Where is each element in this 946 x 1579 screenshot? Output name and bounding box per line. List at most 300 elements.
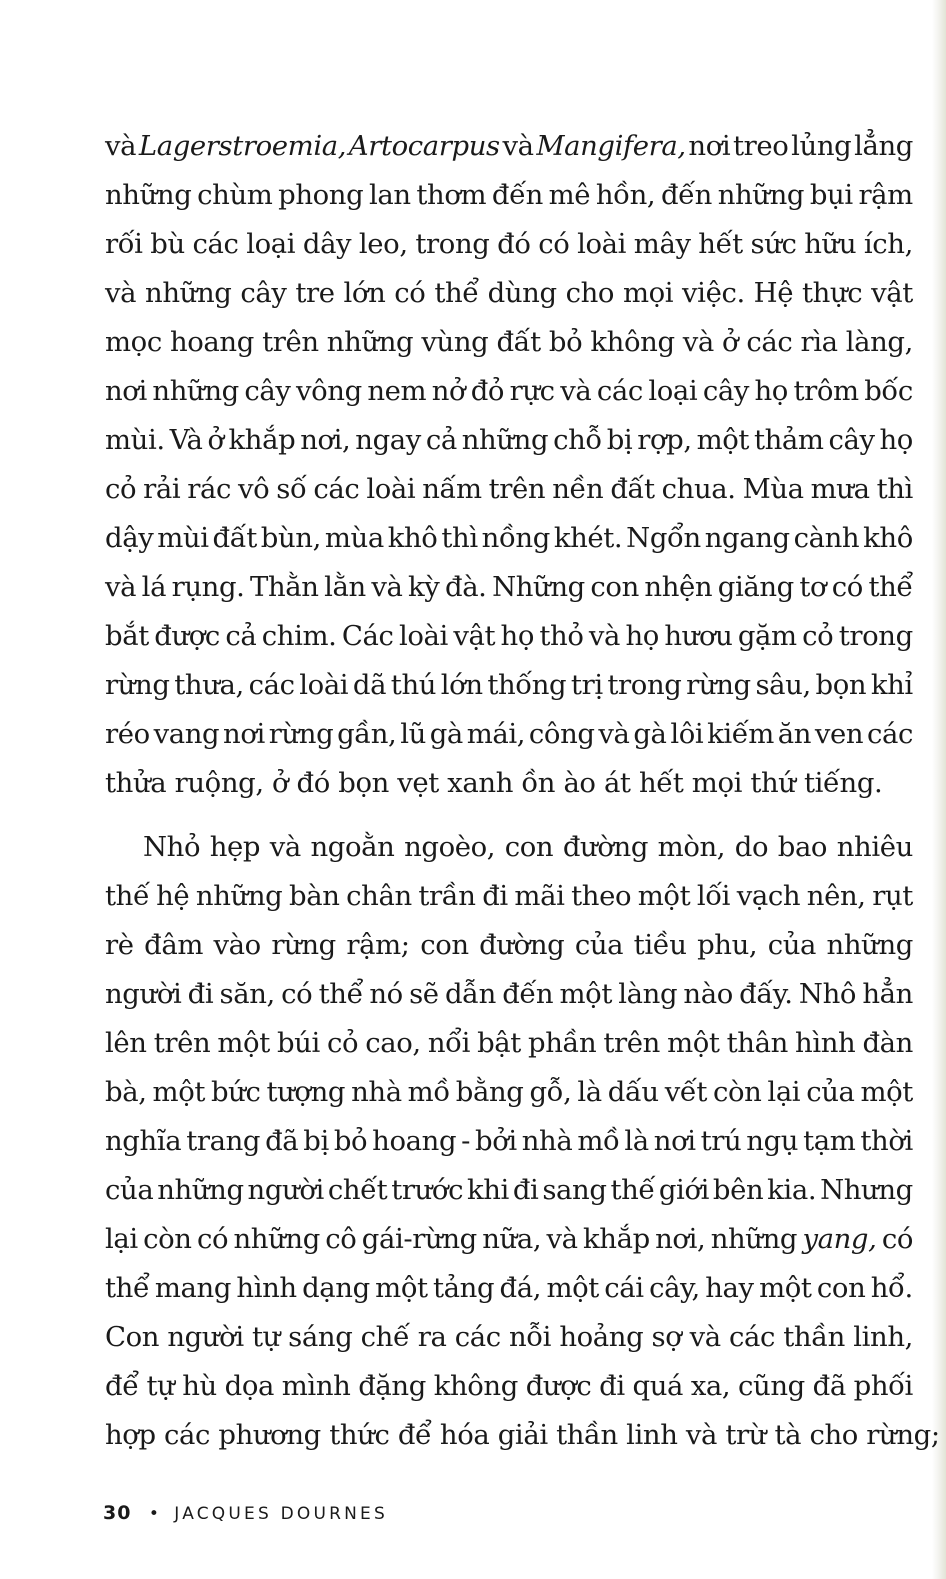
word: những	[717, 179, 805, 211]
text-line	[105, 122, 913, 171]
word: vết	[664, 1076, 707, 1108]
word: trên	[488, 473, 546, 505]
word: và	[269, 831, 301, 863]
word: những	[461, 424, 549, 456]
word: mọi	[691, 767, 751, 799]
word: ở	[722, 326, 739, 358]
word: con	[420, 929, 469, 961]
text-line	[105, 1313, 913, 1362]
word: thửa	[105, 767, 175, 799]
word: mùa	[324, 522, 384, 554]
word: át	[603, 767, 639, 799]
word: bọn	[815, 669, 867, 701]
word: ở	[207, 424, 224, 456]
word: có	[538, 228, 570, 260]
word: do	[734, 831, 769, 863]
word: hóa	[439, 1419, 498, 1451]
word: vô	[237, 473, 270, 505]
text-line	[105, 1411, 940, 1460]
text-line	[105, 1215, 913, 1264]
word: rừng	[268, 718, 334, 750]
word: hay	[705, 1272, 754, 1304]
word: dọa	[224, 1370, 274, 1402]
word: họ	[625, 620, 659, 652]
word: sẽ	[409, 978, 439, 1010]
word: hợp	[105, 1419, 165, 1451]
word: và	[588, 620, 621, 652]
word: nỗi	[508, 1321, 552, 1353]
word: có	[196, 1223, 229, 1255]
word: ngụ	[746, 1125, 799, 1157]
word: thần	[783, 1321, 845, 1353]
word: các	[192, 228, 239, 260]
word: mọi	[622, 277, 674, 309]
word: các	[313, 473, 360, 505]
word: mái,	[466, 718, 526, 750]
word: mê	[548, 179, 591, 211]
paragraph	[105, 823, 940, 1460]
word: các	[729, 1321, 776, 1353]
word: ăn	[777, 718, 812, 750]
word: trong	[838, 620, 913, 652]
word: phu,	[697, 929, 758, 961]
word: rừng;	[866, 1419, 940, 1451]
word: bị	[606, 424, 633, 456]
word: Nhô	[798, 978, 857, 1010]
word: khi	[466, 1174, 509, 1206]
word: bên	[712, 1174, 764, 1206]
word: gái-rừng	[361, 1223, 477, 1255]
word: khắp	[228, 424, 296, 456]
word: mãi	[514, 880, 565, 912]
word: chân	[346, 880, 412, 912]
word: và	[598, 718, 630, 750]
word: hết	[638, 767, 692, 799]
word: hoang	[169, 326, 254, 358]
word: lại	[105, 1223, 138, 1255]
word: cô	[325, 1223, 357, 1255]
word: nó	[369, 978, 403, 1010]
word: thứ	[750, 767, 804, 799]
word: thể	[434, 277, 479, 309]
italic-word: Lagerstroemia,	[138, 130, 347, 162]
word: trị	[570, 669, 603, 701]
word: công	[528, 718, 595, 750]
text-line	[105, 759, 913, 808]
word: loại	[648, 375, 698, 407]
word: một	[759, 1272, 812, 1304]
word: thế	[105, 880, 150, 912]
word: sợ	[651, 1321, 682, 1353]
word: mòn,	[657, 831, 726, 863]
word: tượng	[266, 1076, 346, 1108]
word: réo	[105, 718, 150, 750]
word: và	[371, 571, 403, 603]
word: trôm	[793, 375, 859, 407]
word: phần	[528, 1027, 597, 1059]
word: đất	[212, 522, 257, 554]
word: lũ	[400, 718, 426, 750]
word: loài	[366, 473, 416, 505]
word: nở	[431, 375, 466, 407]
word: và	[546, 1223, 578, 1255]
word: của	[767, 929, 817, 961]
word: trên	[262, 326, 319, 358]
footer-separator: •	[148, 1504, 159, 1524]
text-line	[105, 269, 913, 318]
word: lủng	[791, 130, 852, 162]
word: nồng	[481, 522, 550, 554]
word: được	[154, 620, 220, 652]
word: nào	[683, 978, 733, 1010]
word: thể	[318, 978, 364, 1010]
word: gặm	[737, 620, 797, 652]
word: việc.	[682, 277, 745, 309]
word: loài	[398, 620, 448, 652]
word: thể	[868, 571, 913, 603]
word: ào	[563, 767, 604, 799]
word: hẹp	[209, 831, 261, 863]
word: đó	[296, 767, 339, 799]
word: phương	[218, 1419, 330, 1451]
word: mưa	[810, 473, 870, 505]
word: -	[461, 1125, 471, 1157]
word: những	[233, 1223, 320, 1255]
word: mùi	[157, 522, 209, 554]
word: đá,	[499, 1272, 542, 1304]
word: một	[546, 1272, 599, 1304]
word: nấm	[422, 473, 482, 505]
word: nơi	[223, 718, 265, 750]
word: dẫn	[444, 978, 496, 1010]
word: bị	[303, 1125, 329, 1157]
word: đất	[610, 473, 655, 505]
word: rụng.	[171, 571, 245, 603]
word: tơ	[799, 571, 827, 603]
page-body-text	[105, 122, 940, 1460]
word: đấy.	[739, 978, 793, 1010]
word: Mùa	[742, 473, 804, 505]
word: nem	[367, 375, 427, 407]
word: tà	[774, 1419, 810, 1451]
word: lớn	[343, 277, 386, 309]
word: con	[816, 1272, 866, 1304]
word: những	[145, 277, 232, 309]
word: những	[326, 326, 414, 358]
word: đường	[479, 929, 565, 961]
word: của	[574, 929, 624, 961]
word: đàn	[862, 1027, 913, 1059]
word: búi	[276, 1027, 320, 1059]
word: một	[375, 1272, 428, 1304]
word: của	[105, 1174, 154, 1206]
word: trang	[186, 1125, 261, 1157]
word: dây	[302, 228, 352, 260]
word: loại	[246, 228, 296, 260]
word: ngoằn	[310, 831, 395, 863]
word: người	[247, 1174, 324, 1206]
word: họ	[754, 375, 788, 407]
word: đâm	[144, 929, 204, 961]
word: lại	[767, 1076, 801, 1108]
word: cả	[225, 620, 257, 652]
word: nên,	[806, 880, 866, 912]
word: số	[276, 473, 307, 505]
word: nơi,	[655, 1223, 706, 1255]
word: họ	[500, 620, 534, 652]
word: và	[502, 130, 534, 162]
text-line	[105, 220, 913, 269]
word: gỗ,	[529, 1076, 572, 1108]
word: rậm	[858, 179, 913, 211]
word: linh,	[853, 1321, 913, 1353]
word: bàn	[289, 880, 340, 912]
word: Con	[105, 1321, 160, 1353]
text-line	[105, 872, 913, 921]
word: cỏ	[105, 473, 137, 505]
word: cao,	[365, 1027, 421, 1059]
word: có	[394, 277, 426, 309]
word: thể	[105, 1272, 150, 1304]
word: có	[831, 571, 863, 603]
word: xanh	[447, 767, 522, 799]
word: và	[105, 130, 137, 162]
word: trên	[603, 1027, 660, 1059]
word: quá	[632, 1370, 684, 1402]
word: trú	[700, 1125, 742, 1157]
word: các	[746, 326, 793, 358]
word: một	[860, 1076, 913, 1108]
word: nơi	[688, 130, 731, 162]
word: rừng	[271, 929, 336, 961]
word: mồ	[407, 1076, 450, 1108]
word: làng	[618, 978, 678, 1010]
word: một	[637, 880, 691, 912]
word: một	[559, 978, 612, 1010]
word: mây	[633, 228, 691, 260]
word: sâu,	[755, 669, 811, 701]
word: thực	[802, 277, 863, 309]
word: bức	[210, 1076, 261, 1108]
word: là	[624, 1125, 649, 1157]
word: mùi.	[105, 424, 165, 456]
word: cả	[425, 424, 457, 456]
word: đã	[812, 1370, 846, 1402]
word: vẹt	[397, 767, 448, 799]
author-name: JACQUES DOURNES	[174, 1504, 388, 1524]
word: gà	[429, 718, 463, 750]
text-line	[105, 1264, 913, 1313]
word: Ngổn	[626, 522, 701, 554]
word: cành	[793, 522, 860, 554]
word: theo	[571, 880, 632, 912]
word: đi	[599, 1370, 625, 1402]
word: cây	[240, 277, 287, 309]
word: hình	[236, 1272, 297, 1304]
word: mọc	[105, 326, 162, 358]
word: ven	[814, 718, 864, 750]
word: đến	[502, 978, 554, 1010]
word: chết	[327, 1174, 388, 1206]
word: được	[525, 1370, 592, 1402]
word: ra	[417, 1321, 447, 1353]
word: rải	[143, 473, 181, 505]
word: những	[195, 880, 283, 912]
word: cho	[565, 277, 615, 309]
word: cái	[604, 1272, 644, 1304]
word: và	[560, 375, 592, 407]
word: trong	[607, 669, 682, 701]
word: vào	[213, 929, 261, 961]
text-line	[105, 823, 913, 872]
word: nhà	[521, 1125, 573, 1157]
word: bọn	[338, 767, 398, 799]
word: nhện	[644, 571, 713, 603]
word: nổi	[427, 1027, 470, 1059]
word: rác	[187, 473, 231, 505]
word: giăng	[717, 571, 794, 603]
word: ở	[272, 767, 297, 799]
word: Thằn	[250, 571, 319, 603]
word: một	[667, 1027, 720, 1059]
word: linh	[626, 1419, 686, 1451]
word: lá	[141, 571, 167, 603]
word: ngang	[704, 522, 790, 554]
word: giải	[497, 1419, 557, 1451]
word: những	[105, 179, 192, 211]
word: sáng	[288, 1321, 353, 1353]
word: chùm	[197, 179, 273, 211]
word: thơm	[416, 179, 487, 211]
word: lôi	[670, 718, 704, 750]
word: vật	[871, 277, 913, 309]
word: khô	[387, 522, 438, 554]
text-line	[105, 563, 913, 612]
text-line	[105, 921, 913, 970]
word: nơi	[105, 375, 147, 407]
word: làng,	[845, 326, 913, 358]
word: hồn,	[595, 179, 656, 211]
word: kiếm	[707, 718, 774, 750]
word: trên	[153, 1027, 211, 1059]
text-line	[105, 171, 913, 220]
text-line	[105, 416, 913, 465]
word: phong	[278, 179, 364, 211]
word: dạng	[302, 1272, 370, 1304]
word: và	[105, 571, 137, 603]
word: để	[105, 1370, 139, 1402]
word: vật	[453, 620, 496, 652]
word: một	[217, 1027, 270, 1059]
word: đi	[512, 1174, 539, 1206]
word: hoảng	[559, 1321, 644, 1353]
word: bắt	[105, 620, 149, 652]
word: đến	[491, 179, 543, 211]
word: và	[682, 326, 714, 358]
word: bật	[477, 1027, 521, 1059]
word: cây	[244, 375, 291, 407]
word: mồ	[577, 1125, 620, 1157]
word: rụt	[872, 880, 913, 912]
word: họ	[879, 424, 913, 456]
word: thống	[487, 669, 567, 701]
word: những	[152, 375, 239, 407]
word: còn	[712, 1076, 762, 1108]
word: khô	[863, 522, 913, 554]
word: rè	[105, 929, 134, 961]
word: đất	[496, 326, 541, 358]
page-number: 30	[103, 1502, 132, 1524]
word: nữa,	[482, 1223, 542, 1255]
word: nghĩa	[105, 1125, 182, 1157]
word: Những	[492, 571, 585, 603]
word: những	[826, 929, 913, 961]
word: thỏ	[539, 620, 584, 652]
word: những	[710, 1223, 798, 1255]
word: các	[596, 375, 643, 407]
word: thức	[329, 1419, 398, 1451]
word: hươu	[664, 620, 733, 652]
word: thì	[876, 473, 913, 505]
italic-word: Artocarpus	[348, 130, 500, 162]
word: con	[504, 831, 554, 863]
word: mình	[281, 1370, 351, 1402]
text-line	[105, 612, 913, 661]
word: ích,	[863, 228, 913, 260]
word: đường	[562, 831, 649, 863]
word: mang	[154, 1272, 232, 1304]
word: trong	[415, 228, 490, 260]
word: rợp,	[637, 424, 692, 456]
word: người	[167, 1321, 244, 1353]
text-line	[105, 710, 913, 759]
word: Và	[169, 424, 203, 456]
word: tạm	[803, 1125, 856, 1157]
word: cũng	[738, 1370, 805, 1402]
text-line	[105, 661, 913, 710]
word: dấu	[607, 1076, 659, 1108]
word: bao	[777, 831, 828, 863]
word: chế	[360, 1321, 410, 1353]
word: cây,	[649, 1272, 700, 1304]
word: kia.	[767, 1174, 817, 1206]
word: không	[433, 1370, 518, 1402]
word: tảng	[433, 1272, 495, 1304]
word: tiếng.	[803, 767, 883, 799]
word: các	[164, 1419, 219, 1451]
word: hù	[182, 1370, 217, 1402]
word: và	[685, 1419, 726, 1451]
word: dùng	[487, 277, 557, 309]
word: có	[281, 978, 313, 1010]
word: các	[248, 669, 295, 701]
text-line	[105, 367, 913, 416]
word: cây	[702, 375, 749, 407]
word: đi	[187, 978, 214, 1010]
word: các	[866, 718, 913, 750]
word: hình	[795, 1027, 856, 1059]
word: có	[881, 1223, 913, 1255]
word: leo,	[358, 228, 408, 260]
italic-word: Mangifera,	[536, 130, 686, 162]
word: loài	[299, 669, 349, 701]
word: đến	[660, 179, 712, 211]
word: bởi	[475, 1125, 517, 1157]
word: và	[689, 1321, 721, 1353]
word: còn	[143, 1223, 192, 1255]
word: ngoèo,	[404, 831, 496, 863]
word: khét.	[553, 522, 623, 554]
